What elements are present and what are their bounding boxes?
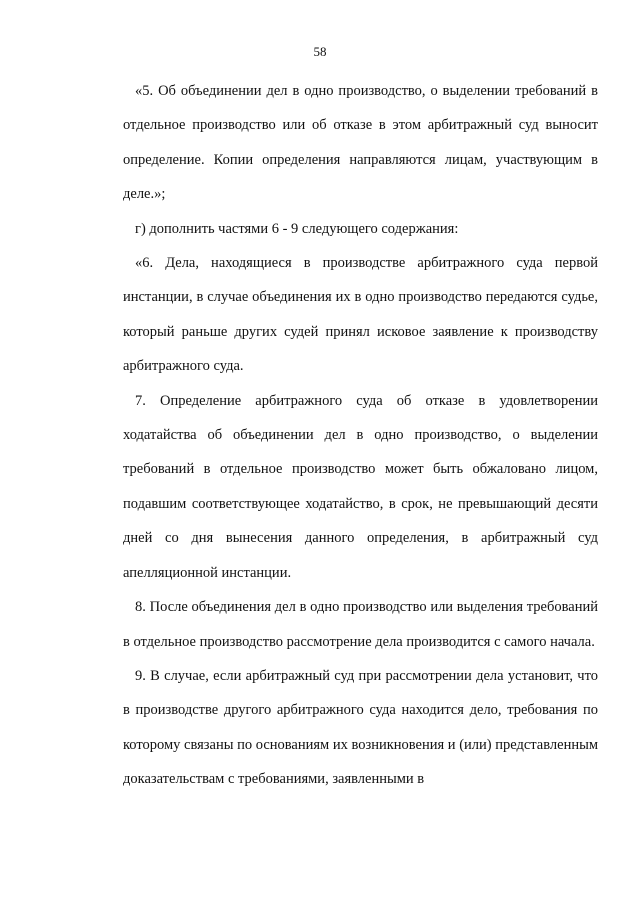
paragraph-part-9: 9. В случае, если арбитражный суд при рассмотрении дела установит, что в производстве другого арбитражного суда находится дело, требования по которому связаны по основаниям их возникновения и (или) представленным доказательствам с требованиями, заявленными в [123, 667, 599, 788]
page-number: 58 [313, 44, 327, 59]
paragraph-part-7: 7. Определение арбитражного суда об отказе в удовлетворении ходатайства об объединении дел в одно производство, о выделении требований в отдельное производство может быть обжаловано лицом, подавшим соответствующее ходатайство, в срок, не превышающий десяти дней со дня вынесения данного определения, в арбитражный суд апелляционной инстанции. [123, 392, 598, 581]
paragraph-part-6: «6. Дела, находящиеся в производстве арбитражного суда первой инстанции, в случае объединения их в одно производство передаются судье, который раньше других судей принял исковое заявление к производству арбитражного суда. [123, 255, 598, 375]
paragraph-part-8: 8. После объединения дел в одно производство или выделения требований в отдельное производство рассмотрение дела производится с самого начала. [123, 599, 598, 650]
paragraph-item-5: «5. Об объединении дел в одно производство, о выделении требований в отдельное производство или об отказе в этом арбитражный суд выносит определение. Копии определения направляются лицам, участвующим в деле.»; [123, 83, 598, 203]
paragraph-amendment-intro: г) дополнить частями 6 - 9 следующего содержания: [135, 220, 459, 237]
document-body [123, 74, 598, 797]
